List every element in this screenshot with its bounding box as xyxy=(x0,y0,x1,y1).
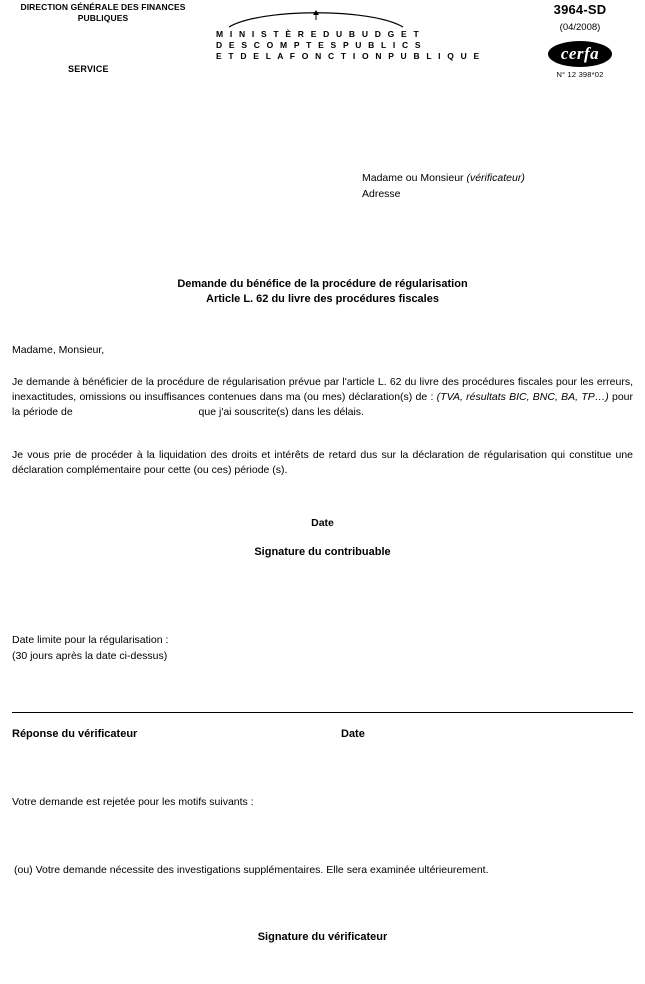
addressee-role: (vérificateur) xyxy=(466,172,525,184)
addressee-line-2: Adresse xyxy=(362,188,401,200)
paragraph-request-part-1: Je demande à bénéficier de la procédure de régularisation prévue par l'article L. 62 du livre des procédures fiscales pour les erreurs, inexactitudes, omissions ou insuffisances contenues dans ma (ou mes) déclaration(s) de : xyxy=(12,376,633,403)
page-title-line-2: Article L. 62 du livre des procédures fiscales xyxy=(206,293,439,305)
page-title xyxy=(0,277,645,307)
form-version-date: (04/2008) xyxy=(559,22,601,33)
ministry-line-2: D E S C O M P T E S P U B L I C S xyxy=(216,40,423,50)
addressee-line-1 xyxy=(362,170,525,186)
rejection-reason-text: Votre demande est rejetée pour les motifs suivants : xyxy=(12,796,254,808)
section-divider xyxy=(12,712,633,713)
deadline-line-1: Date limite pour la régularisation : xyxy=(12,634,169,646)
page-title-line-1: Demande du bénéfice de la procédure de régularisation xyxy=(177,278,468,290)
ministry-line-3: E T D E L A F O N C T I O N P U B L I Q U E xyxy=(216,51,482,61)
service-label: SERVICE xyxy=(68,64,109,74)
ministry-block xyxy=(216,6,482,62)
issuing-authority: DIRECTION GÉNÉRALE DES FINANCES PUBLIQUES xyxy=(20,2,186,23)
ministry-arc-graphic xyxy=(221,6,411,28)
signature-verifier-label: Signature du vérificateur xyxy=(257,931,388,943)
paragraph-request-examples: (TVA, résultats BIC, BNC, BA, TP…) xyxy=(436,391,609,403)
paragraph-liquidation: Je vous prie de procéder à la liquidation des droits et intérêts de retard dus sur la déclaration de régularisation qui constitue une déclaration complémentaire pour cette (ou ces) période (s). xyxy=(12,449,633,476)
date-label-taxpayer: Date xyxy=(311,517,334,529)
cerfa-number: N° 12 398*02 xyxy=(556,70,604,79)
addressee-salutation: Madame ou Monsieur xyxy=(362,172,467,184)
addressee-block xyxy=(362,170,525,202)
paragraph-request-part-3: que j'ai souscrite(s) dans les délais. xyxy=(195,406,364,418)
verifier-response-date-label: Date xyxy=(341,728,365,740)
ministry-line-1: M I N I S T È R E D U B U D G E T xyxy=(216,29,421,39)
form-code: 3964-SD xyxy=(553,2,607,17)
paragraph-request-part-2: pour la période de xyxy=(12,391,634,418)
further-investigation-text: (ou) Votre demande nécessite des investigations supplémentaires. Elle sera examinée ultérieurement. xyxy=(14,864,489,876)
signature-taxpayer-label: Signature du contribuable xyxy=(254,546,391,558)
deadline-line-2: (30 jours après la date ci-dessus) xyxy=(12,650,168,662)
form-identification-block xyxy=(525,2,635,79)
deadline-block xyxy=(12,632,168,664)
cerfa-logo: cerfa xyxy=(548,41,612,67)
paragraph-request xyxy=(12,375,633,420)
salutation: Madame, Monsieur, xyxy=(12,344,105,356)
verifier-response-heading: Réponse du vérificateur xyxy=(12,728,138,740)
